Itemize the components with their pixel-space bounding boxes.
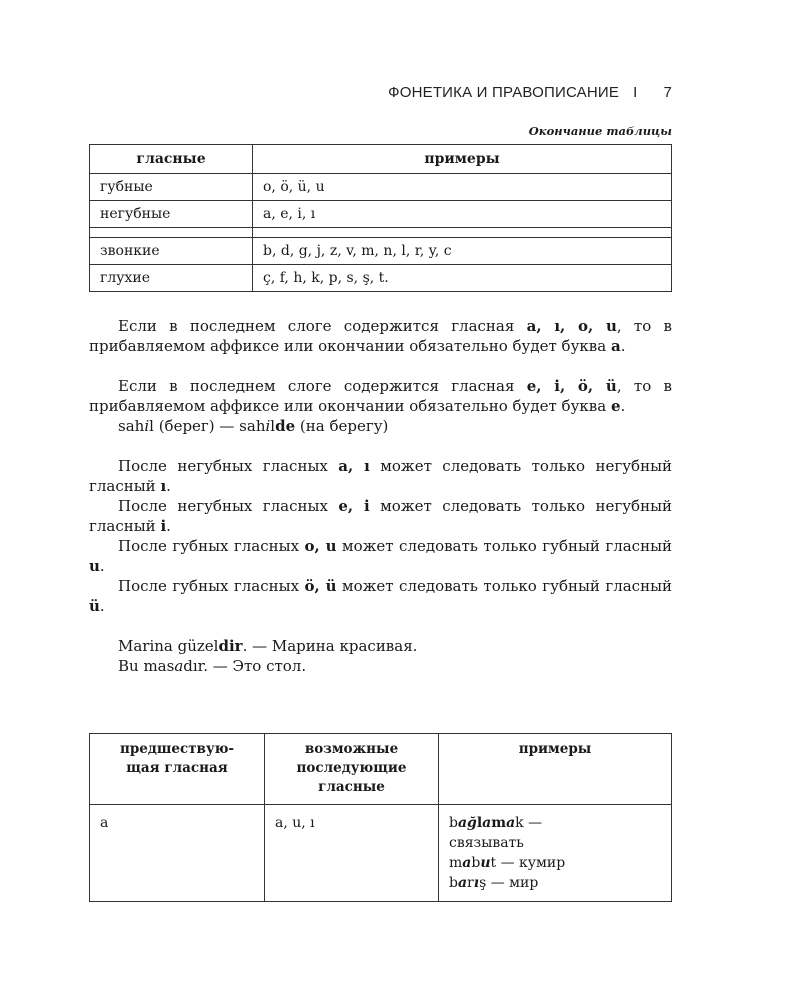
row-label: звонкие <box>90 238 253 265</box>
vowel-consonant-table <box>89 144 672 292</box>
example-masa: Bu masadır. — Это стол. <box>118 657 307 675</box>
example-marina: Marina güzeldir. — Марина красивая. <box>118 637 418 655</box>
header-separator: I <box>633 84 638 101</box>
running-title: ФОНЕТИКА И ПРАВОПИСАНИЕ <box>388 84 620 101</box>
paragraph-rounded-oe: После губных гласных ö, ü может следовать только губный гласный ü. <box>89 577 673 615</box>
page-number: 7 <box>663 84 672 101</box>
table-header-row <box>90 734 672 805</box>
paragraph-rounded-o: После губных гласных o, u может следовать только губный гласный u. <box>89 537 673 575</box>
cell-examples <box>439 805 672 902</box>
page-header <box>360 84 672 101</box>
row-examples: a, e, i, ı <box>253 201 672 228</box>
row-label: негубные <box>90 201 253 228</box>
table-caption: Окончание таблицы <box>528 124 672 138</box>
example-baglamak-translation: связывать <box>449 835 524 851</box>
row-label: губные <box>90 174 253 201</box>
table-gap-row <box>90 228 672 238</box>
table-row <box>90 174 672 201</box>
table-row <box>90 201 672 228</box>
body-text <box>89 316 672 676</box>
table-header-row <box>90 145 672 174</box>
header-examples: примеры <box>253 145 672 174</box>
header-following-vowels: возможные последующие гласные <box>265 734 439 805</box>
header-vowels: гласные <box>90 145 253 174</box>
cell-following: a, u, ı <box>265 805 439 902</box>
row-label: глухие <box>90 265 253 292</box>
paragraph-rule-e: Если в последнем слоге содержится гласная e, i, ö, ü, то в прибавляемом аффиксе или окончании обязательно будет буква e. <box>89 377 672 415</box>
vowel-harmony-table <box>89 733 672 902</box>
header-examples: примеры <box>439 734 672 805</box>
example-baris: barış — мир <box>449 875 539 891</box>
table-row <box>90 265 672 292</box>
table-row <box>90 805 672 902</box>
example-mabut: mabut — кумир <box>449 855 566 871</box>
paragraph-rule-a: Если в последнем слоге содержится гласная a, ı, o, u, то в прибавляемом аффиксе или окончании обязательно будет буква a. <box>89 317 672 355</box>
header-preceding-vowel: предшествую- щая гласная <box>90 734 265 805</box>
row-examples: b, d, g, j, z, v, m, n, l, r, y, c <box>253 238 672 265</box>
row-examples: ç, f, h, k, p, s, ş, t. <box>253 265 672 292</box>
cell-vowel: a <box>90 805 265 902</box>
example-sahil: sahil (берег) — sahilde (на берегу) <box>118 417 389 435</box>
example-baglamak: bağlamak — <box>449 815 543 831</box>
paragraph-unrounded-a: После негубных гласных a, ı может следовать только негубный гласный ı. <box>89 457 672 495</box>
row-examples: o, ö, ü, u <box>253 174 672 201</box>
paragraph-unrounded-e: После негубных гласных e, i может следовать только негубный гласный i. <box>89 497 672 535</box>
table-row <box>90 238 672 265</box>
